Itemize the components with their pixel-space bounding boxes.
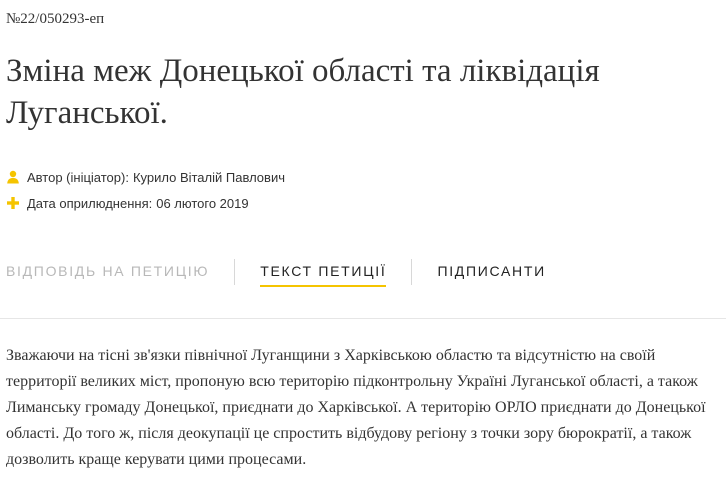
date-row	[6, 194, 249, 212]
petition-tabs	[6, 263, 546, 289]
petition-number: №22/050293-еп	[6, 11, 105, 27]
tab-separator	[411, 259, 412, 285]
plus-icon	[6, 196, 20, 210]
date-value: 06 лютого 2019	[156, 195, 249, 211]
tab-signatories[interactable]: ПІДПИСАНТИ	[437, 263, 546, 279]
date-label: Дата оприлюднення:	[27, 195, 153, 211]
author-label: Автор (ініціатор):	[27, 169, 129, 185]
tab-answer[interactable]: ВІДПОВІДЬ НА ПЕТИЦІЮ	[6, 263, 210, 279]
tab-separator	[234, 259, 235, 285]
author-name: Курило Віталій Павлович	[132, 169, 285, 185]
petition-body-text: Зважаючи на тісні зв'язки північної Луганщини з Харківською областю та відсутністю на своїй территорії великих міст, пропоную всю територію підконтрольну Україні Луганської області, а також Лиманську громаду Донецької, приєднати до Харківської. А територію ОРЛО приєднати до Донецької області. До того ж, після деокупації це спростить відбудову регіону з точки зору бюрократії, а також дозволить краще керувати цими процесами.	[6, 347, 706, 468]
author-row	[6, 168, 285, 186]
user-icon	[6, 170, 20, 184]
divider	[0, 318, 726, 319]
page-title: Зміна меж Донецької області та ліквідація Луганської.	[6, 53, 600, 131]
tab-petition-text[interactable]: ТЕКСТ ПЕТИЦІЇ	[260, 263, 386, 287]
